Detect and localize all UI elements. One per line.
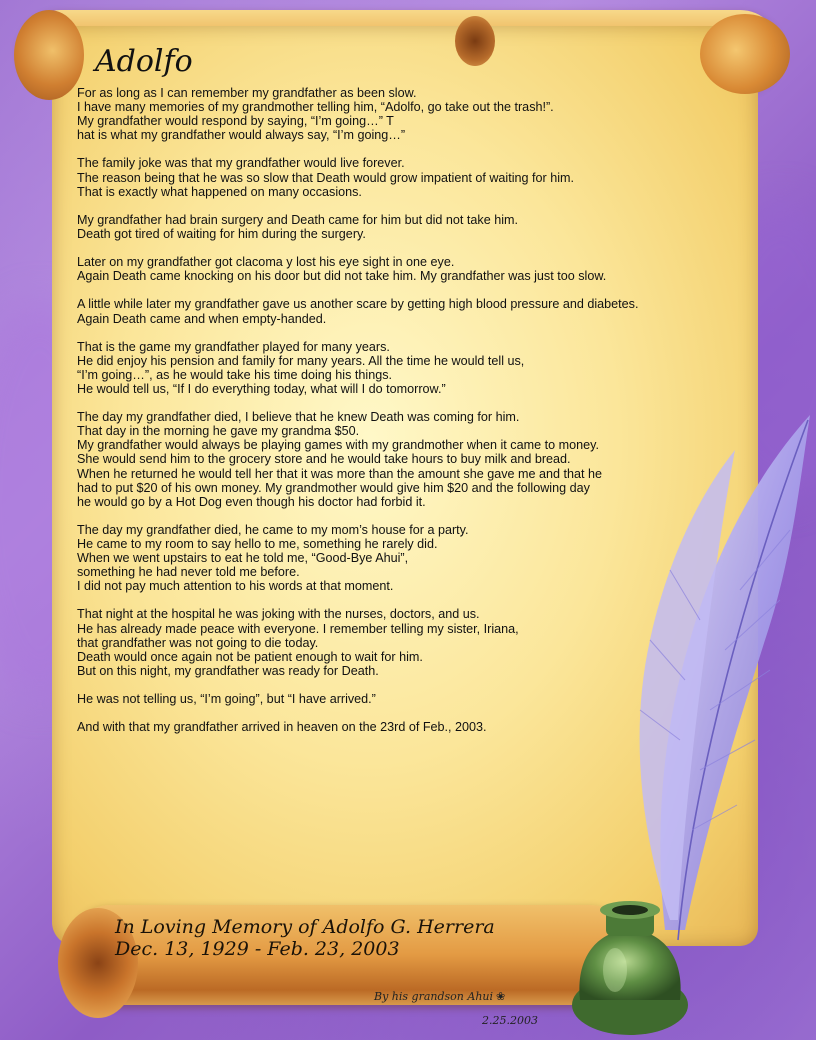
memorial-name-line: In Loving Memory of Adolfo G. Herrera — [115, 916, 495, 938]
feather-icon — [640, 415, 810, 940]
story-line: When he returned he would tell her that it was more than the amount she gave me and that he — [77, 466, 603, 481]
story-line: Again Death came knocking on his door but did not take him. My grandfather was just too slow. — [77, 269, 607, 284]
story-line: That day in the morning he gave my grandma $50. — [77, 424, 360, 439]
memorial-inscription — [115, 916, 495, 960]
byline — [374, 990, 505, 1003]
story-line: My grandfather had brain surgery and Death came for him but did not take him. — [77, 212, 519, 227]
story-line: I did not pay much attention to his words at that moment. — [77, 579, 394, 594]
story-line: But on this night, my grandfather was ready for Death. — [77, 663, 379, 678]
story-line: He came to my room to say hello to me, something he rarely did. — [77, 537, 438, 551]
story-line: For as long as I can remember my grandfather as been slow. — [77, 86, 417, 100]
story-paragraph — [77, 156, 687, 198]
story-line: Death got tired of waiting for him during the surgery. — [77, 226, 366, 241]
scroll-top-right-end — [700, 14, 790, 94]
story-line: Later on my grandfather got clacoma y lost his eye sight in one eye. — [77, 255, 455, 270]
story-paragraph — [77, 297, 687, 325]
story-line: he would go by a Hot Dog even though his doctor had forbid it. — [77, 494, 426, 509]
story-line: My grandfather would respond by saying, “I’m going…” T — [77, 114, 394, 129]
story-line: He has already made peace with everyone. I remember telling my sister, Iriana, — [77, 621, 519, 636]
byline-text: By his grandson Ahui — [374, 990, 494, 1003]
scroll-top-left-end — [14, 10, 84, 100]
story-line: When we went upstairs to eat he told me, “Good-Bye Ahui”, — [77, 551, 409, 566]
story-line: hat is what my grandfather would always say, “I’m going…” — [77, 128, 406, 143]
story-line: And with that my grandfather arrived in heaven on the 23rd of Feb., 2003. — [77, 720, 487, 735]
story-line: that grandfather was not going to die today. — [77, 635, 319, 650]
story-line: That is the game my grandfather played for many years. — [77, 339, 390, 354]
story-line: “I’m going…”, as he would take his time doing his things. — [77, 367, 392, 382]
story-line: something he had never told me before. — [77, 565, 300, 580]
story-line: She would send him to the grocery store and he would take hours to buy milk and bread. — [77, 452, 571, 467]
memorial-dates-line: Dec. 13, 1929 - Feb. 23, 2003 — [115, 938, 400, 960]
story-line: That night at the hospital he was joking with the nurses, doctors, and us. — [77, 607, 480, 622]
story-line: He would tell us, “If I do everything today, what will I do tomorrow.” — [77, 381, 446, 396]
story-line: A little while later my grandfather gave us another scare by getting high blood pressure and diabetes. — [77, 297, 639, 312]
story-paragraph — [77, 213, 687, 241]
story-line: The day my grandfather died, he came to my mom’s house for a party. — [77, 522, 469, 537]
page-bottom-border — [0, 1040, 816, 1049]
page-title: Adolfo — [95, 44, 193, 79]
story-line: had to put $20 of his own money. My grandmother would give him $20 and the following day — [77, 480, 590, 495]
story-line: I have many memories of my grandmother telling him, “Adolfo, go take out the trash!”. — [77, 100, 554, 115]
scroll-curl — [455, 16, 495, 66]
story-line: The reason being that he was so slow that Death would grow impatient of waiting for him. — [77, 170, 575, 185]
quill-and-inkwell — [560, 410, 816, 1049]
story-line: Again Death came and when empty-handed. — [77, 311, 327, 326]
story-paragraph — [77, 340, 687, 396]
story-paragraph — [77, 86, 687, 142]
flower-icon: ❀ — [496, 990, 506, 1003]
story-line: He did enjoy his pension and family for many years. All the time he would tell us, — [77, 353, 525, 368]
signature-date: 2.25.2003 — [482, 1014, 538, 1027]
story-paragraph — [77, 255, 687, 283]
story-line: The family joke was that my grandfather would live forever. — [77, 156, 405, 171]
story-line: He was not telling us, “I’m going”, but “I have arrived.” — [77, 692, 376, 707]
story-line: That is exactly what happened on many occasions. — [77, 184, 362, 199]
story-line: My grandfather would always be playing games with my grandmother when it came to money. — [77, 438, 599, 453]
story-line: The day my grandfather died, I believe that he knew Death was coming for him. — [77, 410, 520, 425]
story-line: Death would once again not be patient enough to wait for him. — [77, 649, 423, 664]
